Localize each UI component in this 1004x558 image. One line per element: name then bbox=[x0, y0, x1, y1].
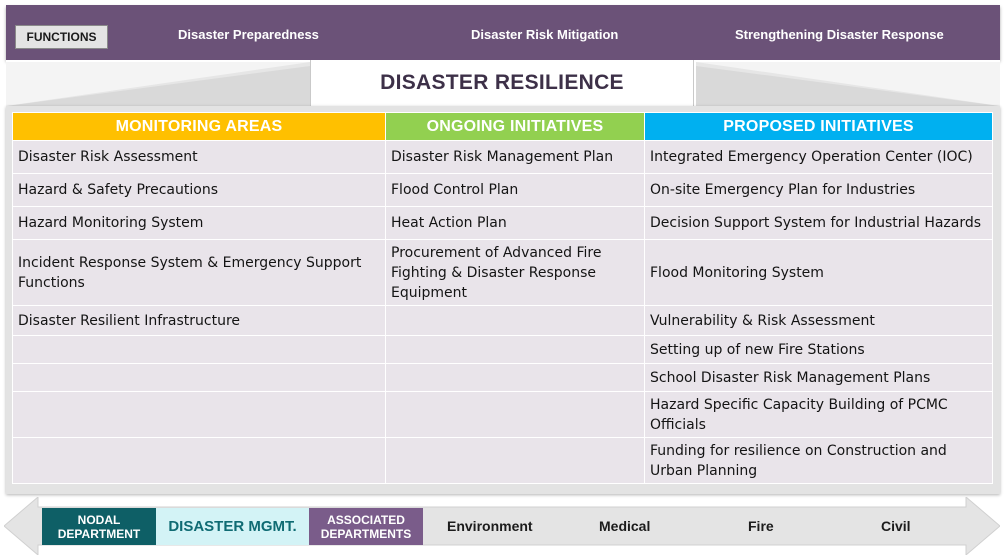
table-cell bbox=[13, 336, 386, 364]
table-cell: Setting up of new Fire Stations bbox=[645, 336, 993, 364]
table-cell bbox=[386, 336, 645, 364]
associated-departments-label: ASSOCIATED DEPARTMENTS bbox=[309, 508, 423, 545]
table-cell: Incident Response System & Emergency Support Functions bbox=[13, 240, 386, 306]
table-row bbox=[13, 141, 993, 174]
table-cell bbox=[386, 306, 645, 336]
header-proposed-initiatives: PROPOSED INITIATIVES bbox=[645, 113, 993, 141]
table-cell bbox=[386, 392, 645, 438]
department-environment: Environment bbox=[447, 518, 533, 534]
table-cell: Flood Monitoring System bbox=[645, 240, 993, 306]
nodal-department-label: NODAL DEPARTMENT bbox=[42, 508, 156, 545]
table-cell: On-site Emergency Plan for Industries bbox=[645, 174, 993, 207]
department-fire: Fire bbox=[748, 518, 774, 534]
table-cell bbox=[13, 438, 386, 484]
function-strengthening-disaster-response: Strengthening Disaster Response bbox=[735, 27, 944, 42]
functions-banner bbox=[6, 5, 1000, 60]
header-monitoring-areas: MONITORING AREAS bbox=[13, 113, 386, 141]
table-row bbox=[13, 364, 993, 392]
table-cell: Funding for resilience on Construction and Urban Planning bbox=[645, 438, 993, 484]
functions-label: FUNCTIONS bbox=[15, 25, 108, 49]
table-cell bbox=[13, 392, 386, 438]
header-ongoing-initiatives: ONGOING INITIATIVES bbox=[386, 113, 645, 141]
table-cell bbox=[386, 364, 645, 392]
function-disaster-preparedness: Disaster Preparedness bbox=[178, 27, 319, 42]
department-medical: Medical bbox=[599, 518, 651, 534]
table-row bbox=[13, 306, 993, 336]
function-disaster-risk-mitigation: Disaster Risk Mitigation bbox=[471, 27, 619, 42]
table-cell: Vulnerability & Risk Assessment bbox=[645, 306, 993, 336]
table-row bbox=[13, 240, 993, 306]
table-row bbox=[13, 392, 993, 438]
table-cell: Hazard Monitoring System bbox=[13, 207, 386, 240]
table-cell: Hazard Specific Capacity Building of PCMC Officials bbox=[645, 392, 993, 438]
table-row bbox=[13, 438, 993, 484]
table-cell: Decision Support System for Industrial Hazards bbox=[645, 207, 993, 240]
nodal-department-value: DISASTER MGMT. bbox=[156, 508, 309, 545]
table-row bbox=[13, 336, 993, 364]
table-cell: Hazard & Safety Precautions bbox=[13, 174, 386, 207]
table-cell bbox=[386, 438, 645, 484]
table-cell: Disaster Resilient Infrastructure bbox=[13, 306, 386, 336]
table-row bbox=[13, 207, 993, 240]
table-cell bbox=[13, 364, 386, 392]
table-cell: Flood Control Plan bbox=[386, 174, 645, 207]
table-cell: Disaster Risk Assessment bbox=[13, 141, 386, 174]
table-row bbox=[13, 174, 993, 207]
table-cell: Integrated Emergency Operation Center (IOC) bbox=[645, 141, 993, 174]
table-cell: Heat Action Plan bbox=[386, 207, 645, 240]
department-civil: Civil bbox=[881, 518, 911, 534]
page-title: DISASTER RESILIENCE bbox=[310, 60, 694, 106]
table-cell: Disaster Risk Management Plan bbox=[386, 141, 645, 174]
table-cell: Procurement of Advanced Fire Fighting & Disaster Response Equipment bbox=[386, 240, 645, 306]
initiatives-table bbox=[12, 112, 993, 484]
table-cell: School Disaster Risk Management Plans bbox=[645, 364, 993, 392]
